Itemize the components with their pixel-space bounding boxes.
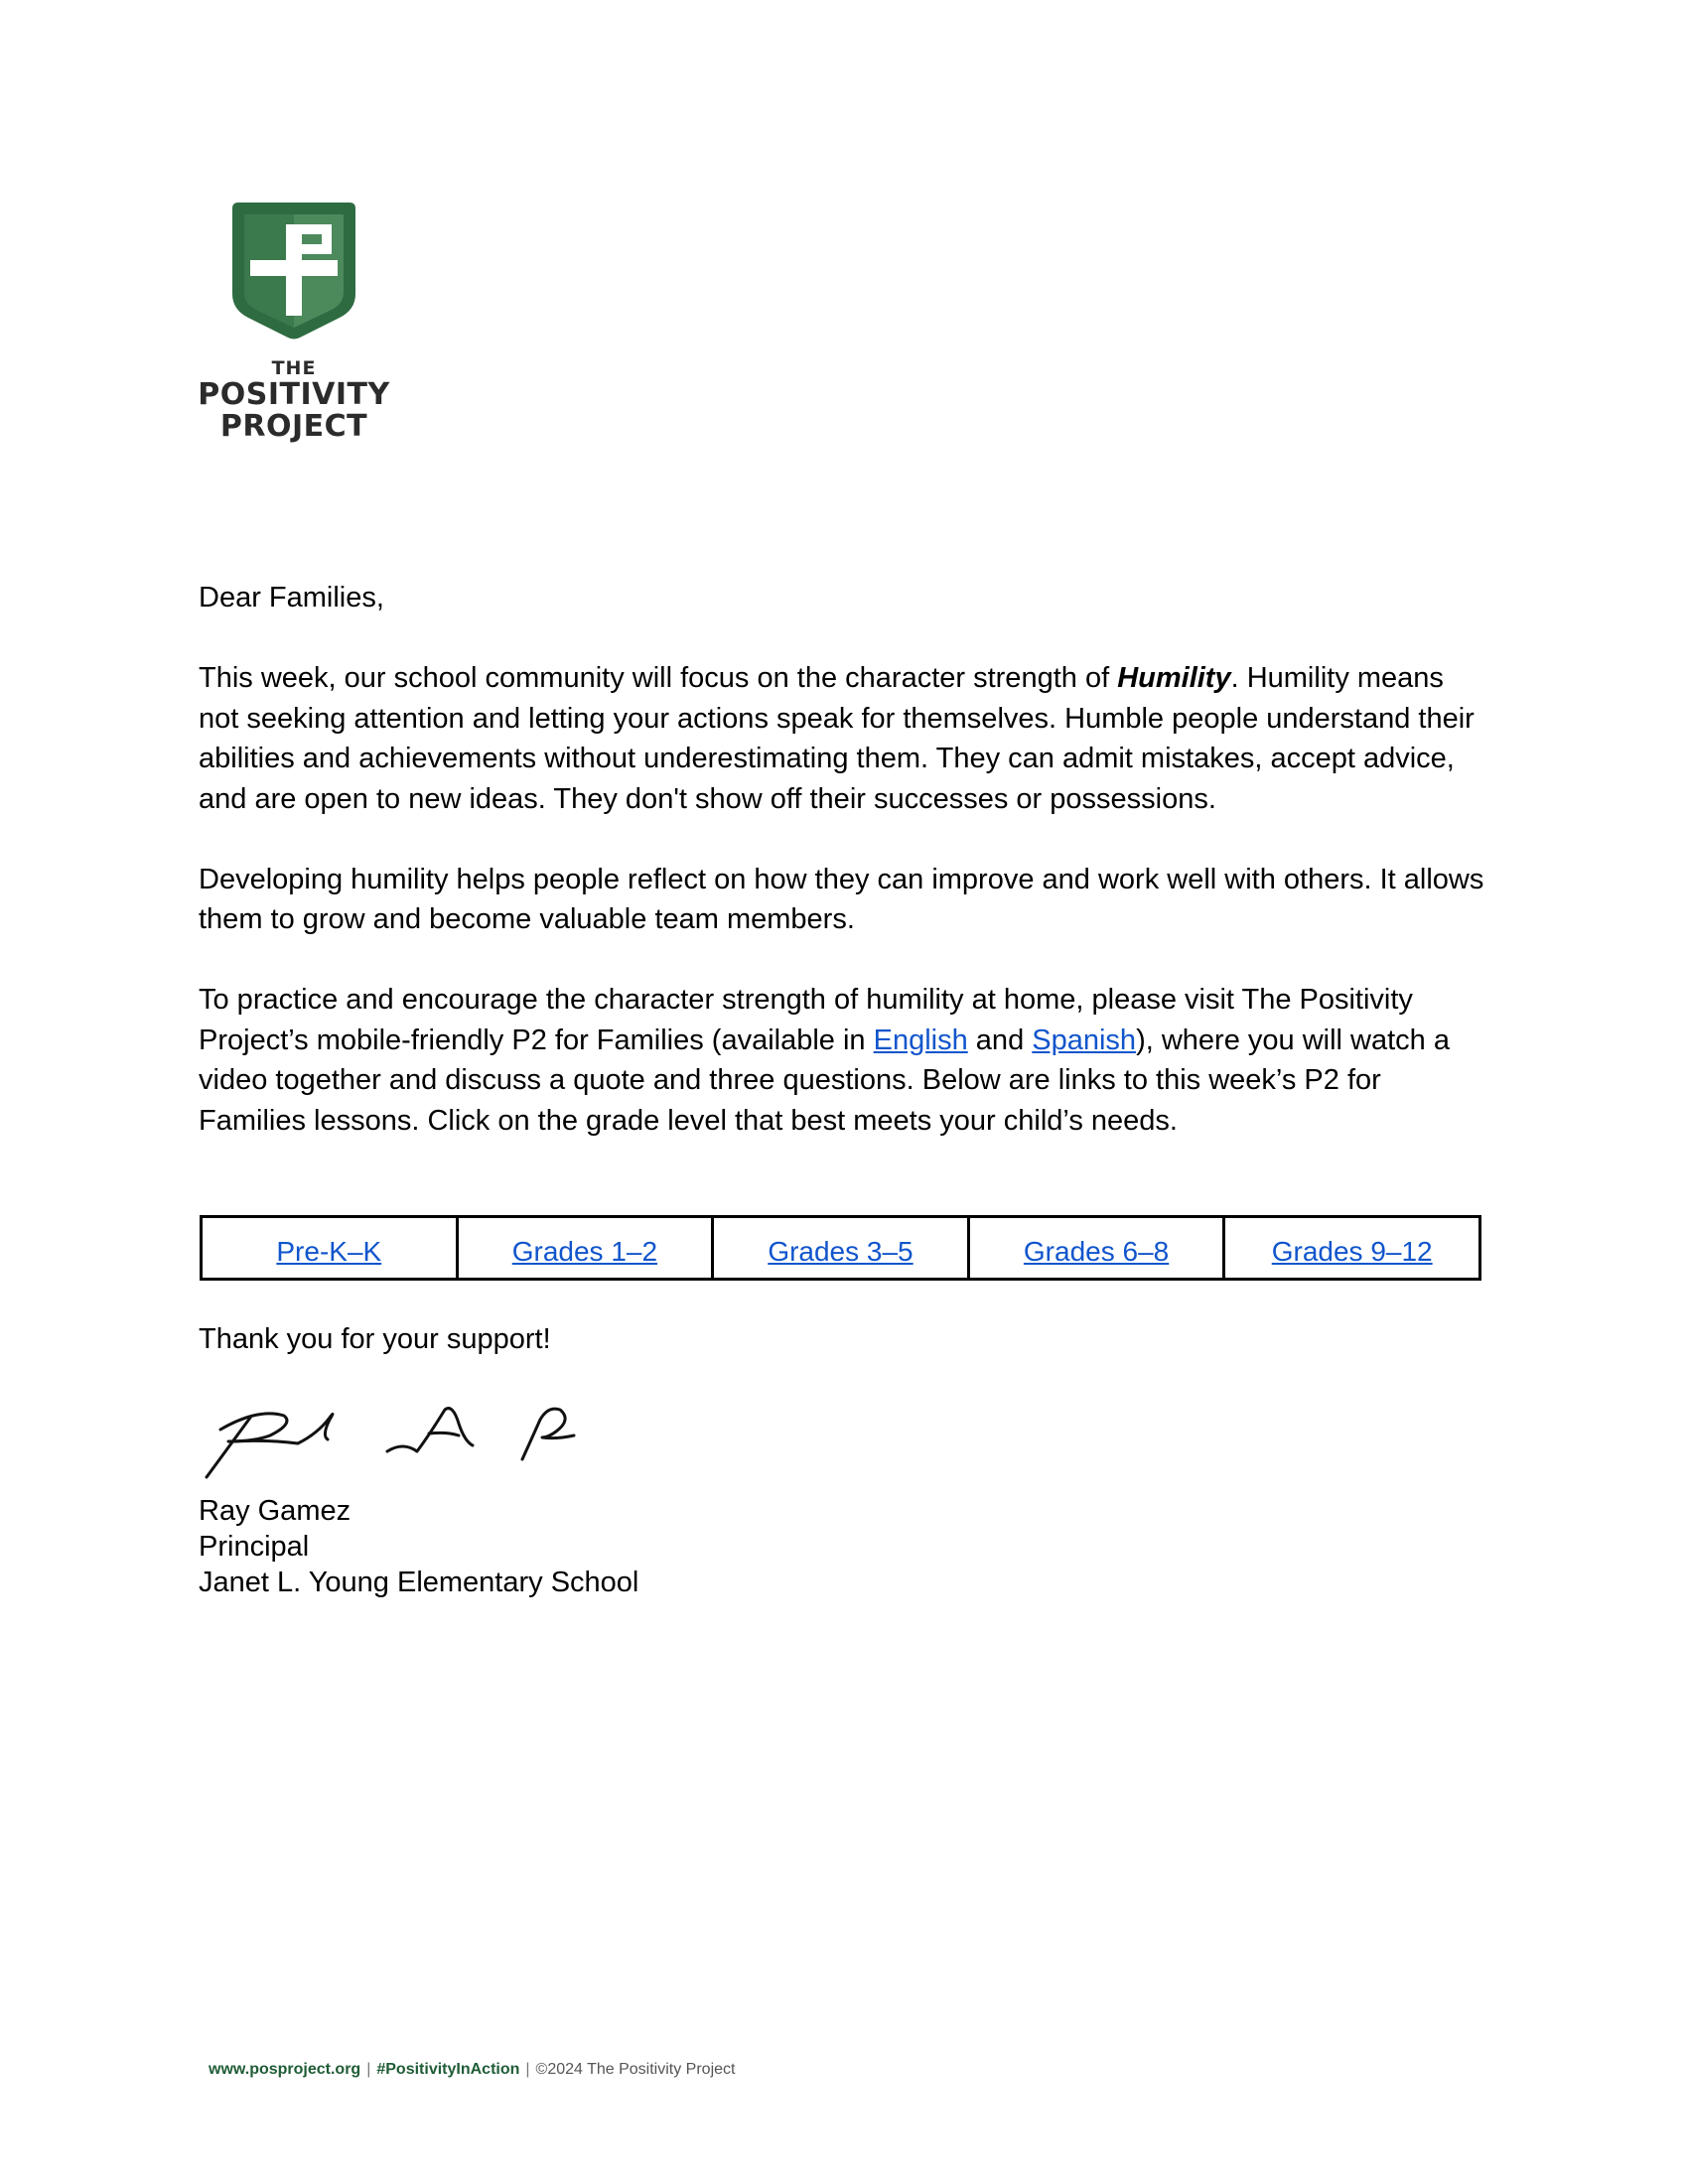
grade-link-9-12[interactable]: Grades 9–12	[1271, 1236, 1433, 1267]
english-link[interactable]: English	[873, 1024, 968, 1056]
character-strength: Humility	[1117, 662, 1231, 694]
paragraph-development: Developing humility helps people reflect on how they can improve and work well with others. It allows them to grow and become valuable team members.	[199, 863, 1484, 935]
footer-hashtag: #PositivityInAction	[376, 2061, 520, 2078]
grade-cell	[968, 1217, 1224, 1280]
grade-cell	[1224, 1217, 1480, 1280]
signer-name: Ray Gamez	[199, 1495, 352, 1527]
paragraph-intro	[199, 658, 1489, 819]
grade-links-row	[202, 1217, 1480, 1280]
grade-cell	[713, 1217, 969, 1280]
closing-line: Thank you for your support!	[199, 1323, 551, 1355]
signer-school: Janet L. Young Elementary School	[199, 1567, 639, 1598]
positivity-shield-icon	[224, 199, 363, 343]
paragraph-practice-and: and	[967, 1024, 1033, 1056]
footer-website: www.posproject.org	[209, 2061, 361, 2078]
grade-link-1-2[interactable]: Grades 1–2	[511, 1236, 658, 1267]
spanish-link[interactable]: Spanish	[1032, 1024, 1137, 1056]
grade-link-6-8[interactable]: Grades 6–8	[1023, 1236, 1170, 1267]
grade-cell	[202, 1217, 458, 1280]
letter-body	[199, 578, 1489, 1181]
logo-line-project: PROJECT	[219, 409, 368, 444]
footer-separator: |	[525, 2061, 530, 2078]
signer-block	[199, 1493, 638, 1600]
paragraph-intro-end: . Humility means not seeking attention and letting your actions speak for themselves. Humble people understand their abilities and achievements without underestimating them. They can admit mistakes, accept advice, and are open to new ideas. They don't show off their successes or possessions.	[199, 662, 1475, 815]
positivity-project-logo	[195, 199, 393, 442]
grade-cell	[457, 1217, 713, 1280]
signer-title: Principal	[199, 1531, 310, 1563]
paragraph-practice-start: To practice and encourage the character strength of humility at home, please visit The Positivity Project’s mobile-friendly P2 for Families (available in	[199, 984, 1413, 1056]
salutation: Dear Families,	[199, 582, 384, 614]
grade-link-3-5[interactable]: Grades 3–5	[768, 1236, 914, 1267]
logo-line-positivity: POSITIVITY	[198, 377, 390, 412]
paragraph-practice	[199, 980, 1489, 1141]
footer-separator: |	[366, 2061, 371, 2078]
signature-image	[199, 1380, 596, 1489]
footer	[209, 2061, 735, 2079]
footer-copyright: ©2024 The Positivity Project	[535, 2061, 736, 2078]
grade-links-table	[200, 1215, 1481, 1281]
paragraph-intro-start: This week, our school community will focus on the character strength of	[199, 662, 1118, 694]
grade-link-prek-k[interactable]: Pre-K–K	[276, 1236, 382, 1267]
paragraph-practice-end: ), where you will watch a video together and discuss a quote and three questions. Below are links to this week’s P2 for Families lessons. Click on the grade level that best meets your child’s needs.	[199, 1024, 1450, 1137]
logo-line-the: THE	[271, 357, 317, 379]
